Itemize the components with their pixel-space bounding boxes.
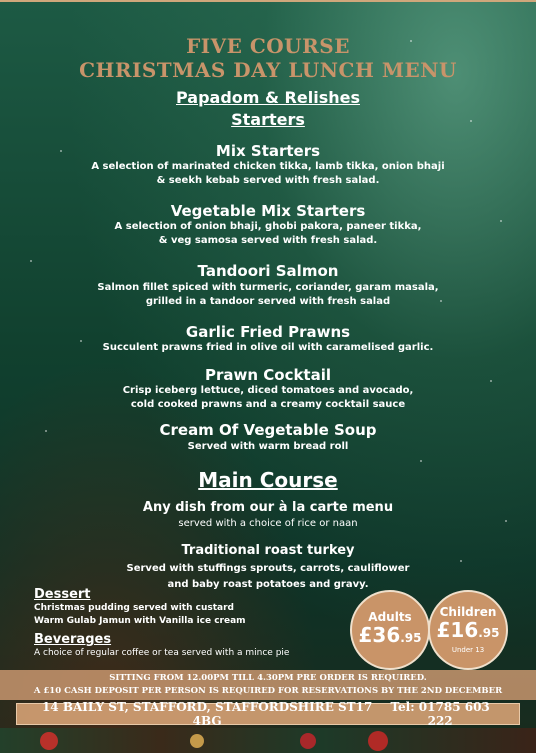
price-label: Children <box>439 604 497 619</box>
dish-mix-starters: Mix Starters <box>215 142 321 160</box>
price-decimal: .95 <box>400 630 422 645</box>
address: 14 BAILY ST, STAFFORD, STAFFORDSHIRE ST17 4BG <box>41 700 373 728</box>
currency-symbol: £ <box>436 617 451 642</box>
booking-notice <box>0 670 536 700</box>
desc-line: Crisp iceberg lettuce, diced tomatoes and avocado, <box>122 385 414 396</box>
phone-number[interactable]: Tel: 01785 603 222 <box>390 700 490 728</box>
dish-desc <box>60 384 476 412</box>
price-decimal: .95 <box>478 625 500 640</box>
notice-line: SITTING FROM 12.00PM TILL 4.30PM PRE ORDER IS REQUIRED. <box>109 673 427 683</box>
section-starters: Starters <box>231 110 305 129</box>
bauble-icon <box>300 733 316 749</box>
desc-line: A selection of onion bhaji, ghobi pakora, paneer tikka, <box>114 221 422 232</box>
dessert-block <box>34 587 246 628</box>
desc-line: A selection of marinated chicken tikka, lamb tikka, onion bhaji <box>91 161 445 172</box>
currency-symbol: £ <box>358 622 373 647</box>
desc-line: cold cooked prawns and a creamy cocktail sauce <box>130 399 406 410</box>
dessert-line: Christmas pudding served with custard <box>34 603 234 613</box>
beverages-line: A choice of regular coffee or tea served with a mince pie <box>34 648 290 658</box>
beverages-heading: Beverages <box>34 632 112 647</box>
dish-desc <box>60 220 476 248</box>
dessert-heading: Dessert <box>34 587 91 602</box>
dish-desc <box>60 517 476 531</box>
desc-line: Salmon fillet spiced with turmeric, coriander, garam masala, <box>97 282 439 293</box>
price-amount <box>436 619 499 644</box>
dish-roast-turkey: Traditional roast turkey <box>181 543 355 558</box>
desc-line: and baby roast potatoes and gravy. <box>167 579 369 590</box>
desc-line: Served with warm bread roll <box>187 441 349 452</box>
dessert-line: Warm Gulab Jamun with Vanilla ice cream <box>34 616 246 626</box>
bauble-icon <box>40 732 58 750</box>
desc-line: Served with stuffings sprouts, carrots, cauliflower <box>126 563 410 574</box>
price-amount <box>358 624 421 649</box>
dish-prawn-cocktail: Prawn Cocktail <box>204 366 332 384</box>
dish-a-la-carte: Any dish from our à la carte menu <box>142 500 394 515</box>
title-line-2: CHRISTMAS DAY LUNCH MENU <box>79 58 457 82</box>
section-papadom: Papadom & Relishes <box>176 88 360 107</box>
notice-line: A £10 CASH DEPOSIT PER PERSON IS REQUIRED FOR RESERVATIONS BY THE 2ND DECEMBER <box>33 686 503 696</box>
beverages-block <box>34 632 289 660</box>
section-main-course: Main Course <box>198 468 338 492</box>
bottom-decoration <box>0 728 536 753</box>
desc-line: served with a choice of rice or naan <box>178 518 358 529</box>
price-whole: 16 <box>450 617 479 642</box>
dish-desc <box>60 341 476 355</box>
dish-garlic-fried-prawns: Garlic Fried Prawns <box>185 323 351 341</box>
dish-tandoori-salmon: Tandoori Salmon <box>197 262 339 280</box>
desc-line: grilled in a tandoor served with fresh salad <box>145 296 391 307</box>
bauble-icon <box>368 731 388 751</box>
bauble-icon <box>190 734 204 748</box>
price-note: Under 13 <box>451 645 485 654</box>
price-badge-children <box>428 590 508 670</box>
dish-desc <box>60 440 476 454</box>
dish-desc <box>60 281 476 309</box>
dish-desc <box>60 160 476 188</box>
desc-line: Succulent prawns fried in olive oil with caramelised garlic. <box>102 342 434 353</box>
desc-line: & seekh kebab served with fresh salad. <box>156 175 380 186</box>
price-whole: 36 <box>372 622 401 647</box>
price-badge-adults <box>350 590 430 670</box>
dish-cream-of-vegetable-soup: Cream Of Vegetable Soup <box>159 421 377 439</box>
dish-vegetable-mix-starters: Vegetable Mix Starters <box>170 202 366 220</box>
contact-bar <box>16 700 520 728</box>
title-line-1: FIVE COURSE <box>186 34 350 58</box>
price-label: Adults <box>368 609 412 624</box>
desc-line: & veg samosa served with fresh salad. <box>158 235 378 246</box>
top-border <box>0 0 536 2</box>
